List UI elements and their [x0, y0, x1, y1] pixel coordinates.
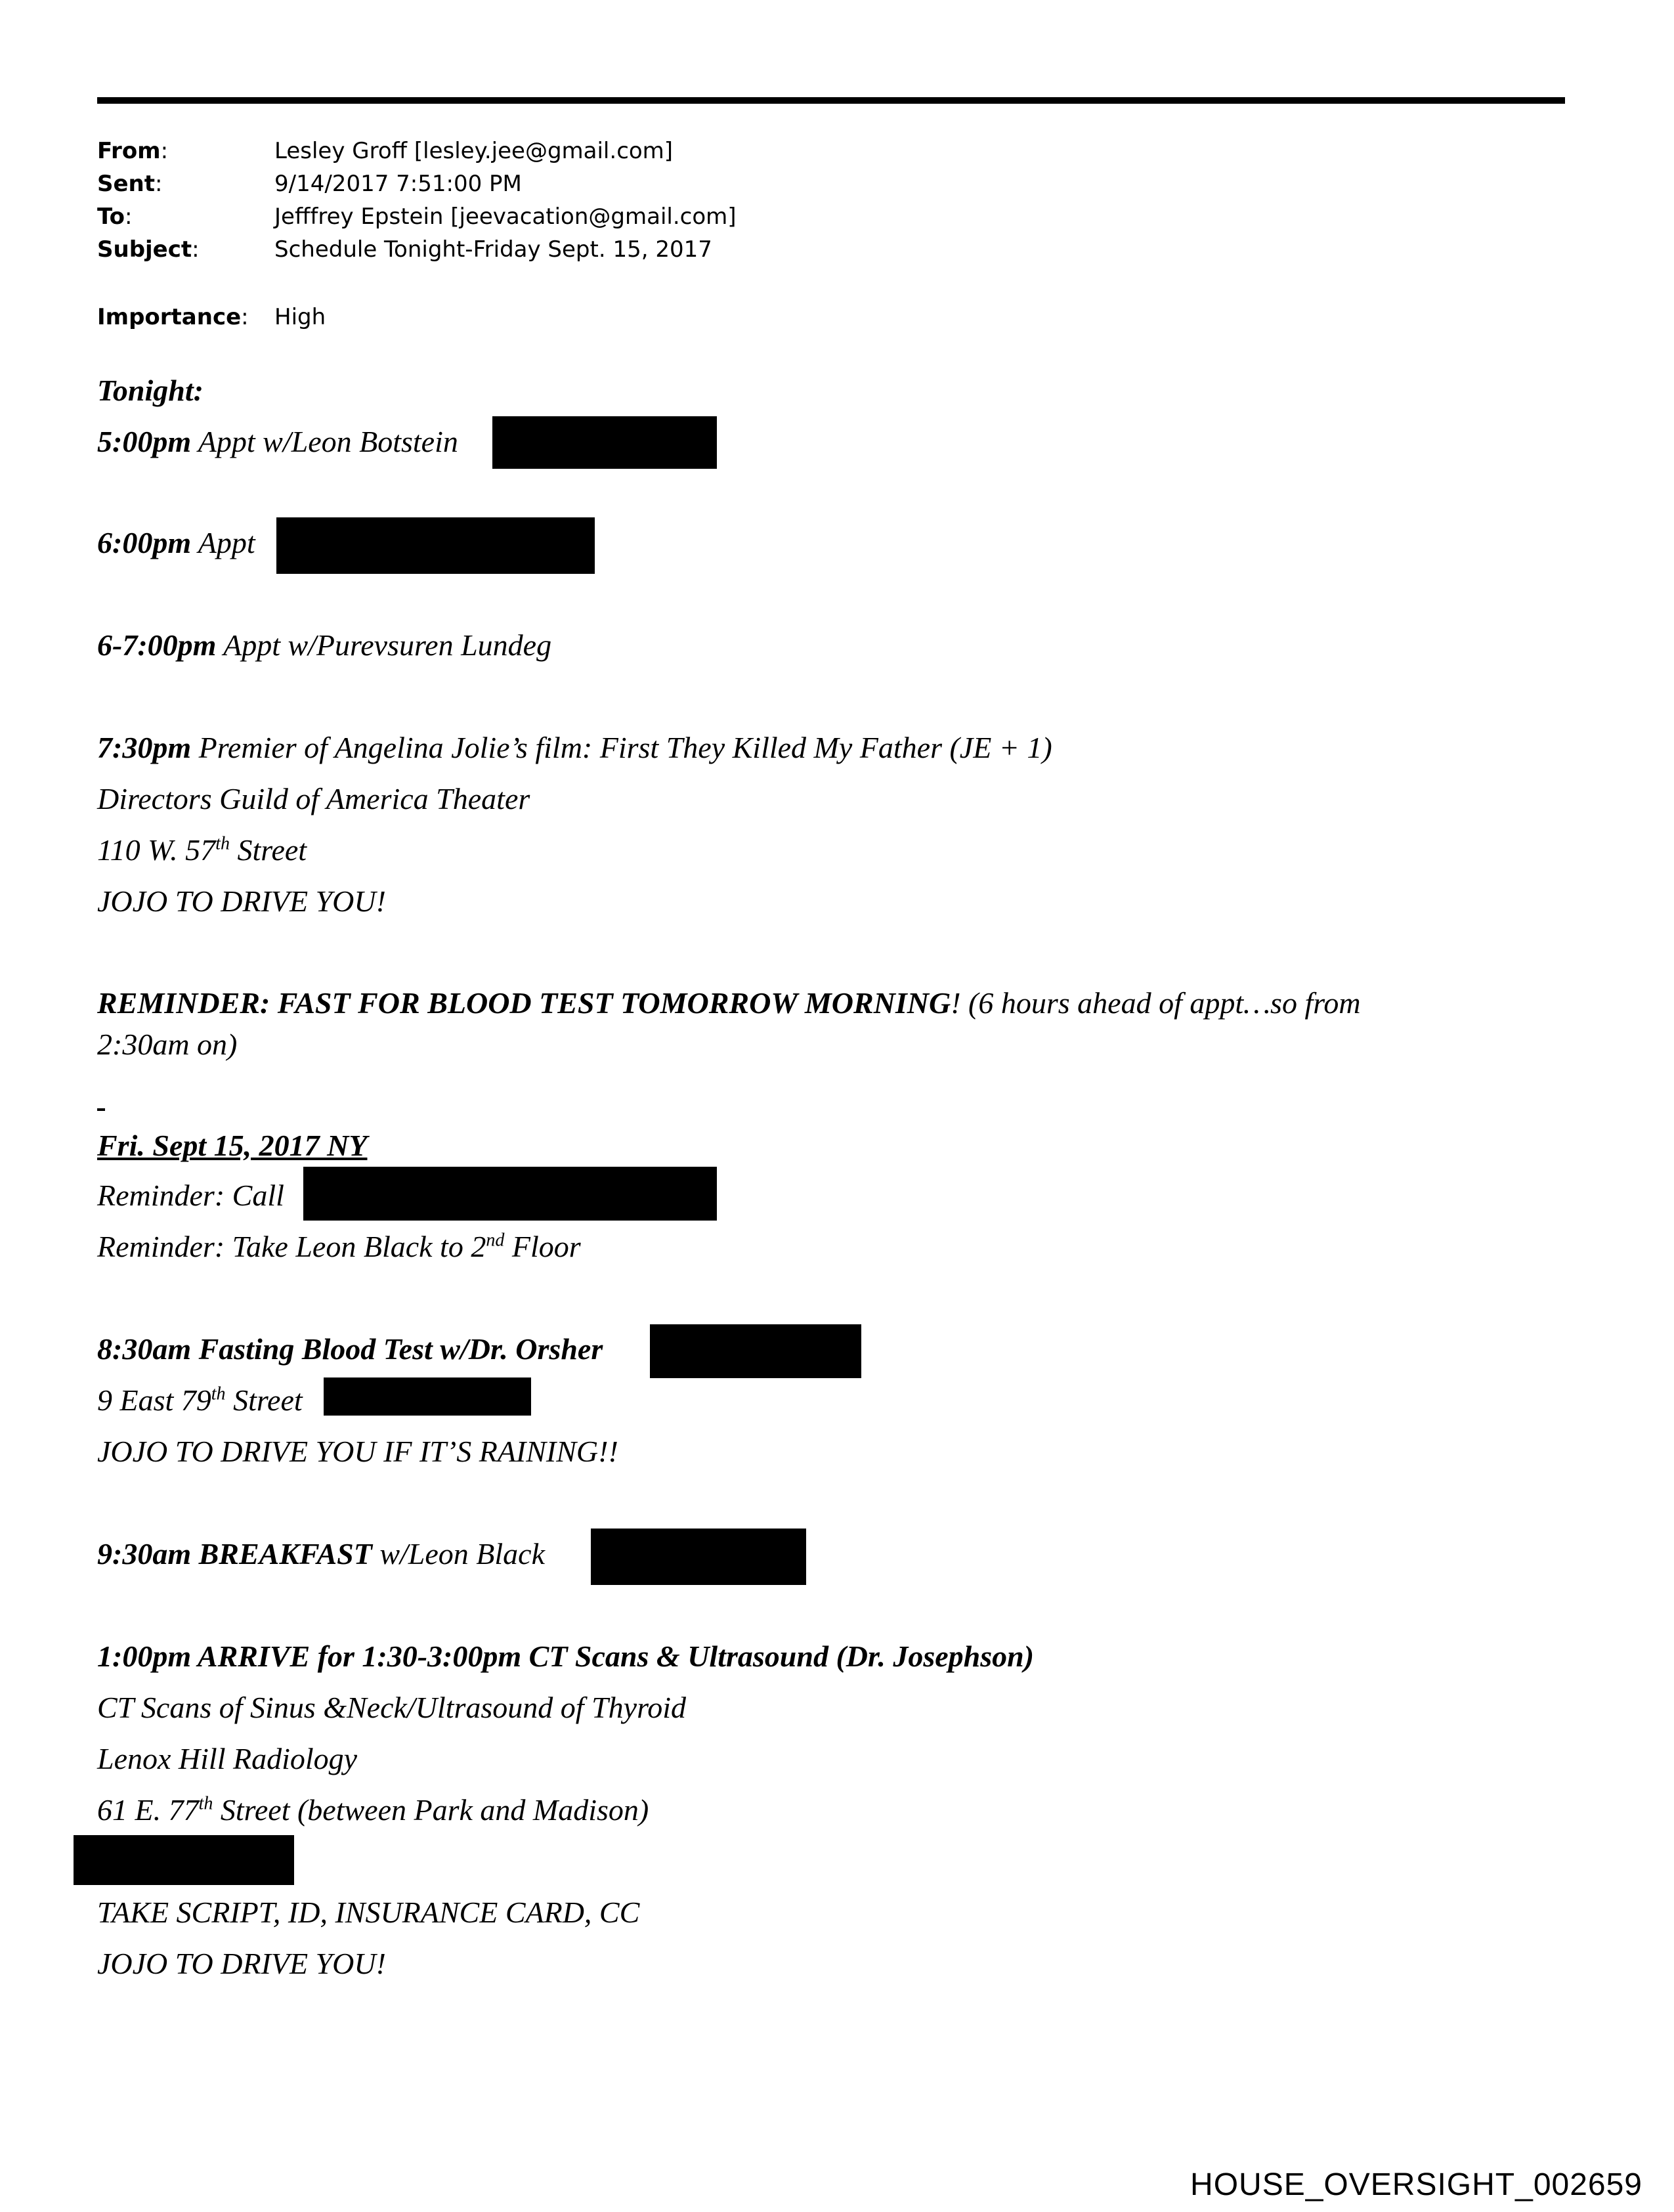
event-address	[97, 831, 307, 870]
fasting-reminder-cont: 2:30am on)	[97, 1028, 238, 1061]
subject-value: Schedule Tonight-Friday Sept. 15, 2017	[274, 236, 712, 263]
to-label: To:	[97, 204, 133, 230]
event-time: 6-7:00pm	[97, 628, 217, 662]
redaction-box	[74, 1835, 294, 1885]
breakfast-event	[97, 1534, 545, 1574]
importance-value: High	[274, 304, 326, 330]
reminder-call: Reminder: Call	[97, 1179, 284, 1212]
event-bold: 9:30am BREAKFAST	[97, 1537, 372, 1571]
to-value: Jefffrey Epstein [jeevacation@gmail.com]	[274, 204, 737, 230]
ordinal-suffix: th	[198, 1793, 213, 1814]
ct-scan-address	[97, 1790, 649, 1830]
event-text: Appt w/Purevsuren Lundeg	[216, 628, 552, 662]
blood-test-driver-note: JOJO TO DRIVE YOU IF IT’S RAINING!!	[97, 1435, 618, 1468]
bates-number: HOUSE_OVERSIGHT_002659	[1190, 2167, 1642, 2202]
subject-label: Subject:	[97, 236, 200, 263]
reminder-bold: REMINDER: FAST FOR BLOOD TEST TOMORROW MORNING	[97, 986, 951, 1020]
reminder-text: Reminder: Take Leon Black to 2	[97, 1230, 486, 1263]
email-header	[97, 135, 885, 305]
event-text: w/Leon Black	[372, 1537, 546, 1571]
event-time: 5:00pm	[97, 425, 192, 458]
separator-dash	[97, 1108, 105, 1111]
ordinal-suffix: th	[211, 1383, 226, 1404]
importance-label: Importance:	[97, 304, 249, 330]
redaction-box	[492, 416, 717, 469]
ct-scan-detail: CT Scans of Sinus &Neck/Ultrasound of Thyroid	[97, 1691, 687, 1724]
ct-scan-location: Lenox Hill Radiology	[97, 1742, 358, 1775]
event-venue: Directors Guild of America Theater	[97, 782, 530, 815]
event-6pm	[97, 523, 255, 563]
header-rule	[97, 97, 1565, 104]
event-5pm	[97, 422, 458, 462]
address-text: Street	[229, 833, 307, 867]
event-text: Appt	[191, 526, 255, 559]
address-text: 61 E. 77	[97, 1793, 199, 1827]
reminder-text: ! (6 hours ahead of appt…so from	[951, 986, 1361, 1020]
address-text: 9 East 79	[97, 1383, 211, 1417]
sent-value: 9/14/2017 7:51:00 PM	[274, 171, 522, 197]
from-label: From:	[97, 138, 169, 164]
from-value: Lesley Groff [lesley.jee@gmail.com]	[274, 138, 674, 164]
event-730pm	[97, 728, 1052, 768]
ordinal-suffix: th	[215, 833, 230, 854]
event-text: Appt w/Leon Botstein	[191, 425, 458, 458]
friday-heading: Fri. Sept 15, 2017 NY	[97, 1129, 368, 1162]
redaction-box	[276, 517, 595, 574]
ct-scan-driver-note: JOJO TO DRIVE YOU!	[97, 1947, 386, 1980]
fasting-reminder	[97, 984, 1361, 1023]
event-6-7pm	[97, 626, 551, 665]
blood-test-event: 8:30am Fasting Blood Test w/Dr. Orsher	[97, 1332, 603, 1366]
reminder-text: Floor	[504, 1230, 581, 1263]
address-text: Street	[225, 1383, 303, 1417]
ordinal-suffix: nd	[486, 1230, 505, 1251]
event-text: Premier of Angelina Jolie’s film: First They Killed My Father (JE + 1)	[191, 731, 1052, 764]
ct-scan-event: 1:00pm ARRIVE for 1:30-3:00pm CT Scans & Ultrasound (Dr. Josephson)	[97, 1639, 1035, 1673]
redaction-box	[591, 1529, 806, 1585]
address-text: Street (between Park and Madison)	[213, 1793, 649, 1827]
redaction-box	[303, 1167, 717, 1221]
redaction-box	[324, 1377, 531, 1416]
event-time: 6:00pm	[97, 526, 192, 559]
blood-test-address	[97, 1381, 303, 1420]
event-time: 7:30pm	[97, 731, 192, 764]
address-text: 110 W. 57	[97, 833, 216, 867]
event-driver-note: JOJO TO DRIVE YOU!	[97, 884, 386, 918]
ct-scan-items-note: TAKE SCRIPT, ID, INSURANCE CARD, CC	[97, 1896, 640, 1929]
tonight-heading: Tonight:	[97, 374, 204, 407]
reminder-floor	[97, 1227, 581, 1267]
redaction-box	[650, 1324, 861, 1378]
importance-row	[97, 301, 622, 334]
sent-label: Sent:	[97, 171, 163, 197]
